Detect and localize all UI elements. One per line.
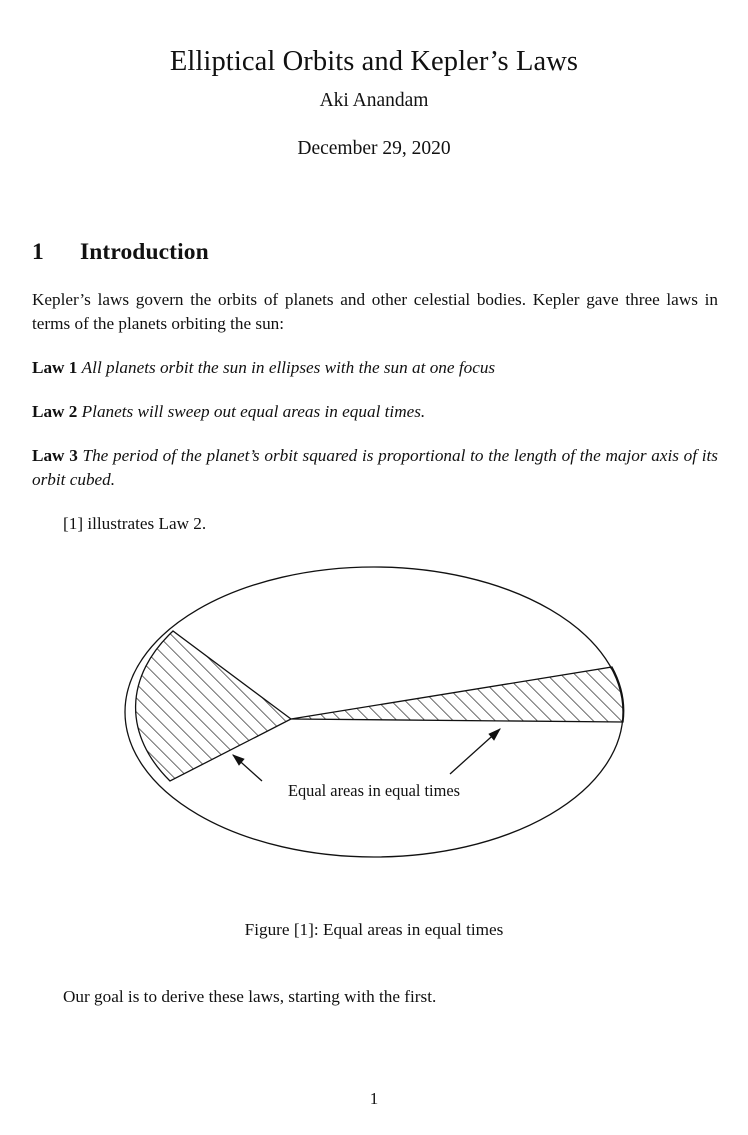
- law-statement-3: The period of the planet’s orbit squared is proportional to the length of the major axis of its orbit cubed.: [32, 446, 718, 490]
- document-date: December 29, 2020: [297, 138, 451, 159]
- figure-diagram-svg: [0, 548, 748, 948]
- right-annotation-arrow-icon: [450, 729, 500, 774]
- left-annotation-arrow-icon: [233, 755, 262, 781]
- section-heading-introduction: [32, 239, 718, 266]
- section-number: 1: [32, 238, 44, 265]
- law-item-2: [32, 400, 718, 424]
- law-statement-1: All planets orbit the sun in ellipses with the sun at one focus: [81, 358, 496, 378]
- left-swept-area: [136, 631, 291, 781]
- law-item-3: [32, 444, 718, 493]
- law-label-2: Law 2: [32, 402, 78, 422]
- section-title: Introduction: [80, 238, 209, 265]
- figure-kepler-equal-areas: [0, 548, 748, 948]
- closing-paragraph: Our goal is to derive these laws, starting with the first.: [63, 987, 437, 1007]
- law-label-3: Law 3: [32, 446, 78, 466]
- figure-inner-label: Equal areas in equal times: [287, 781, 461, 800]
- figure-caption: Figure [1]: Equal areas in equal times: [244, 920, 504, 939]
- figure-reference-line: [1] illustrates Law 2.: [63, 514, 207, 534]
- page-title: Elliptical Orbits and Kepler’s Laws: [169, 46, 579, 78]
- right-swept-area: [291, 667, 624, 722]
- author-name: Aki Anandam: [319, 90, 429, 111]
- intro-paragraph: Kepler’s laws govern the orbits of planets and other celestial bodies. Kepler gave three laws in terms of the planets orbiting the sun:: [32, 290, 718, 334]
- law-item-1: [32, 356, 718, 380]
- law-statement-2: Planets will sweep out equal areas in equal times.: [81, 402, 426, 422]
- page-number: 1: [369, 1089, 379, 1108]
- law-label-1: Law 1: [32, 358, 78, 378]
